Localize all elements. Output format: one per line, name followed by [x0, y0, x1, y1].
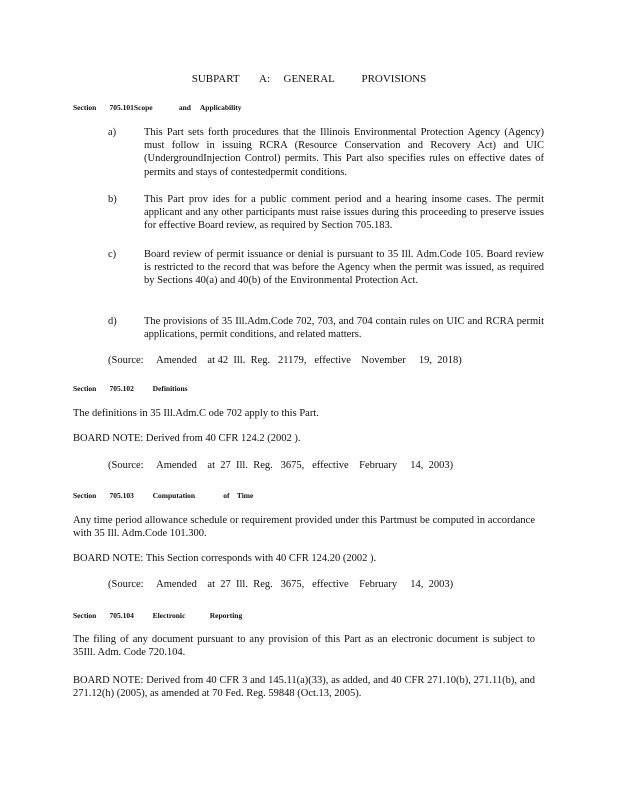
section-705-103-text: Any time period allowance schedule or requirement provided under this Partmust be computed in accordance with 35 Ill. Adm.Code 101.300. — [73, 515, 535, 540]
section-705-103-note: BOARD NOTE: This Section corresponds with 40 CFR 124.20 (2002 ). — [73, 553, 377, 564]
section-705-101-source: (Source: Amended at 42 Ill. Reg. 21179, effective November 19, 2018) — [108, 355, 462, 366]
section-705-103-source: (Source: Amended at 27 Ill. Reg. 3675, effective February 14, 2003) — [108, 579, 454, 590]
section-705-104-heading: Section 705.104 Electronic Reporting — [73, 611, 243, 620]
item-label-b: b) — [108, 194, 117, 205]
item-text-a: This Part sets forth procedures that the Illinois Environmental Protection Agency (Agency) must follow in issuing RCRA (Resource Conservation and Recovery Act) and UIC (UndergroundInjection Control) permits. This Part also specifies rules on effective dates of permits and stays of contestedpermit conditions. — [144, 127, 544, 178]
item-text-c: Board review of permit issuance or denial is pursuant to 35 Ill. Adm.Code 105. Board review is restricted to the record that was before the Agency when the permit was issued, as required by Sections 40(a) and 40(b) of the Environmental Protection Act. — [144, 249, 544, 287]
subpart-title: SUBPART A: GENERAL PROVISIONS — [191, 73, 427, 85]
item-label-a: a) — [108, 127, 117, 138]
section-705-104-note: BOARD NOTE: Derived from 40 CFR 3 and 145.11(a)(33), as added, and 40 CFR 271.10(b), 271.11(b), and 271.12(h) (2005), as amended at 70 Fed. Reg. 59848 (Oct.13, 2005). — [73, 675, 535, 700]
item-text-d: The provisions of 35 Ill.Adm.Code 702, 703, and 704 contain rules on UIC and RCRA permit applications, permit conditions, and related matters. — [144, 316, 544, 341]
section-705-104-text: The filing of any document pursuant to any provision of this Part as an electronic document is subject to 35Ill. Adm. Code 720.104. — [73, 634, 535, 659]
section-705-101-heading: Section 705.101Scope and Applicability — [73, 103, 242, 112]
section-705-102-text: The definitions in 35 Ill.Adm.C ode 702 apply to this Part. — [73, 408, 319, 419]
item-label-c: c) — [108, 249, 117, 260]
item-label-d: d) — [108, 316, 117, 327]
section-705-102-heading: Section 705.102 Definitions — [73, 384, 188, 393]
section-705-102-source: (Source: Amended at 27 Ill. Reg. 3675, effective February 14, 2003) — [108, 460, 454, 471]
item-text-b: This Part prov ides for a public comment period and a hearing insome cases. The permit applicant and any other participants must raise issues during this proceeding to preserve issues for effective Board review, as required by Section 705.183. — [144, 194, 544, 232]
section-705-103-heading: Section 705.103 Computation of Time — [73, 491, 254, 500]
section-705-102-note: BOARD NOTE: Derived from 40 CFR 124.2 (2002 ). — [73, 433, 301, 444]
